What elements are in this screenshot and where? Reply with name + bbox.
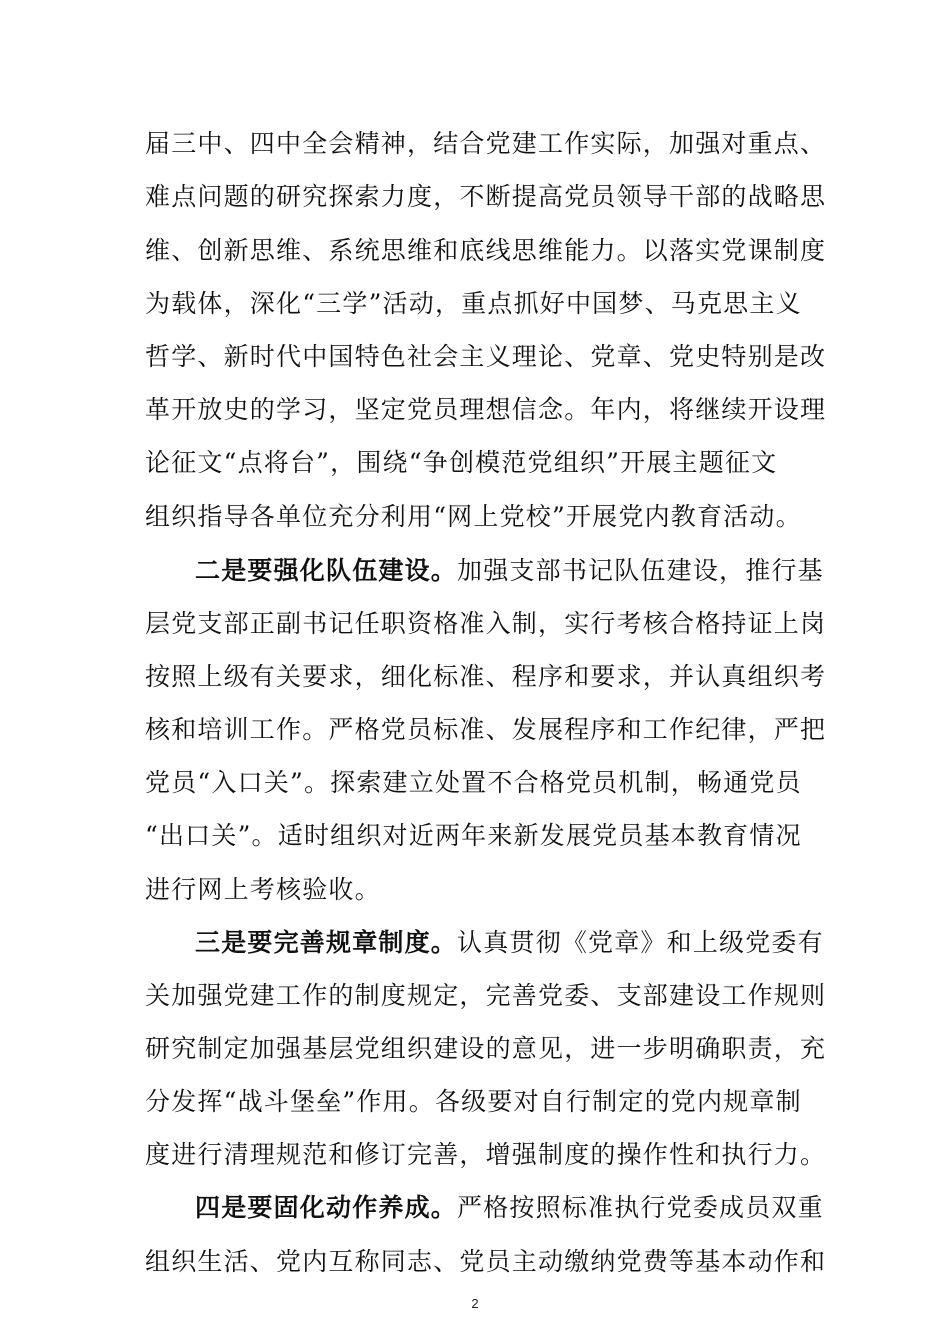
paragraph-text: 加强支部书记队伍建设，推行基 <box>457 556 824 585</box>
text-line: 进行网上考核验收。 <box>145 875 381 904</box>
paragraph-first-line <box>195 1192 865 1224</box>
text-line: 研究制定加强基层党组织建设的意见，进一步明确职责，充 <box>145 1034 827 1063</box>
text-line: 核和培训工作。严格党员标准、发展程序和工作纪律，严把 <box>145 715 827 744</box>
paragraph-first-line <box>195 555 865 587</box>
text-line: 组织指导各单位充分利用“网上党校”开展党内教育活动。 <box>145 502 802 531</box>
paragraph-lead: 二是要强化队伍建设。 <box>195 556 458 585</box>
text-line: 党员“入口关”。探索建立处置不合格党员机制，畅通党员 <box>145 768 802 797</box>
text-line: “出口关”。适时组织对近两年来新发展党员基本教育情况 <box>145 821 802 850</box>
paragraph-lead: 三是要完善规章制度。 <box>195 928 458 957</box>
text-line: 革开放史的学习，坚定党员理想信念。年内，将继续开设理 <box>145 395 827 424</box>
text-line: 难点问题的研究探索力度，不断提高党员领导干部的战略思 <box>145 182 827 211</box>
text-line: 按照上级有关要求，细化标准、程序和要求，并认真组织考 <box>145 662 827 691</box>
text-line: 为载体，深化“三学”活动，重点抓好中国梦、马克思主义 <box>145 289 802 318</box>
text-line: 维、创新思维、系统思维和底线思维能力。以落实党课制度 <box>145 236 827 265</box>
text-line: 层党支部正副书记任职资格准入制，实行考核合格持证上岗 <box>145 609 827 638</box>
paragraph-text: 严格按照标准执行党委成员双重 <box>457 1193 824 1222</box>
text-line: 关加强党建工作的制度规定，完善党委、支部建设工作规则 <box>145 981 827 1010</box>
page-number: 2 <box>471 1296 479 1311</box>
text-line: 度进行清理规范和修订完善，增强制度的操作性和执行力。 <box>145 1140 827 1169</box>
paragraph-first-line <box>195 927 865 959</box>
text-line: 论征文“点将台”，围绕“争创模范党组织”开展主题征文 <box>145 448 778 477</box>
text-line: 分发挥“战斗堡垒”作用。各级要对自行制定的党内规章制 <box>145 1087 802 1116</box>
text-line: 组织生活、党内互称同志、党员主动缴纳党费等基本动作和 <box>145 1247 827 1276</box>
text-line: 哲学、新时代中国特色社会主义理论、党章、党史特别是改 <box>145 342 827 371</box>
paragraph-text: 认真贯彻《党章》和上级党委有 <box>457 928 824 957</box>
paragraph-lead: 四是要固化动作养成。 <box>195 1193 458 1222</box>
text-line: 届三中、四中全会精神，结合党建工作实际，加强对重点、 <box>145 129 827 158</box>
